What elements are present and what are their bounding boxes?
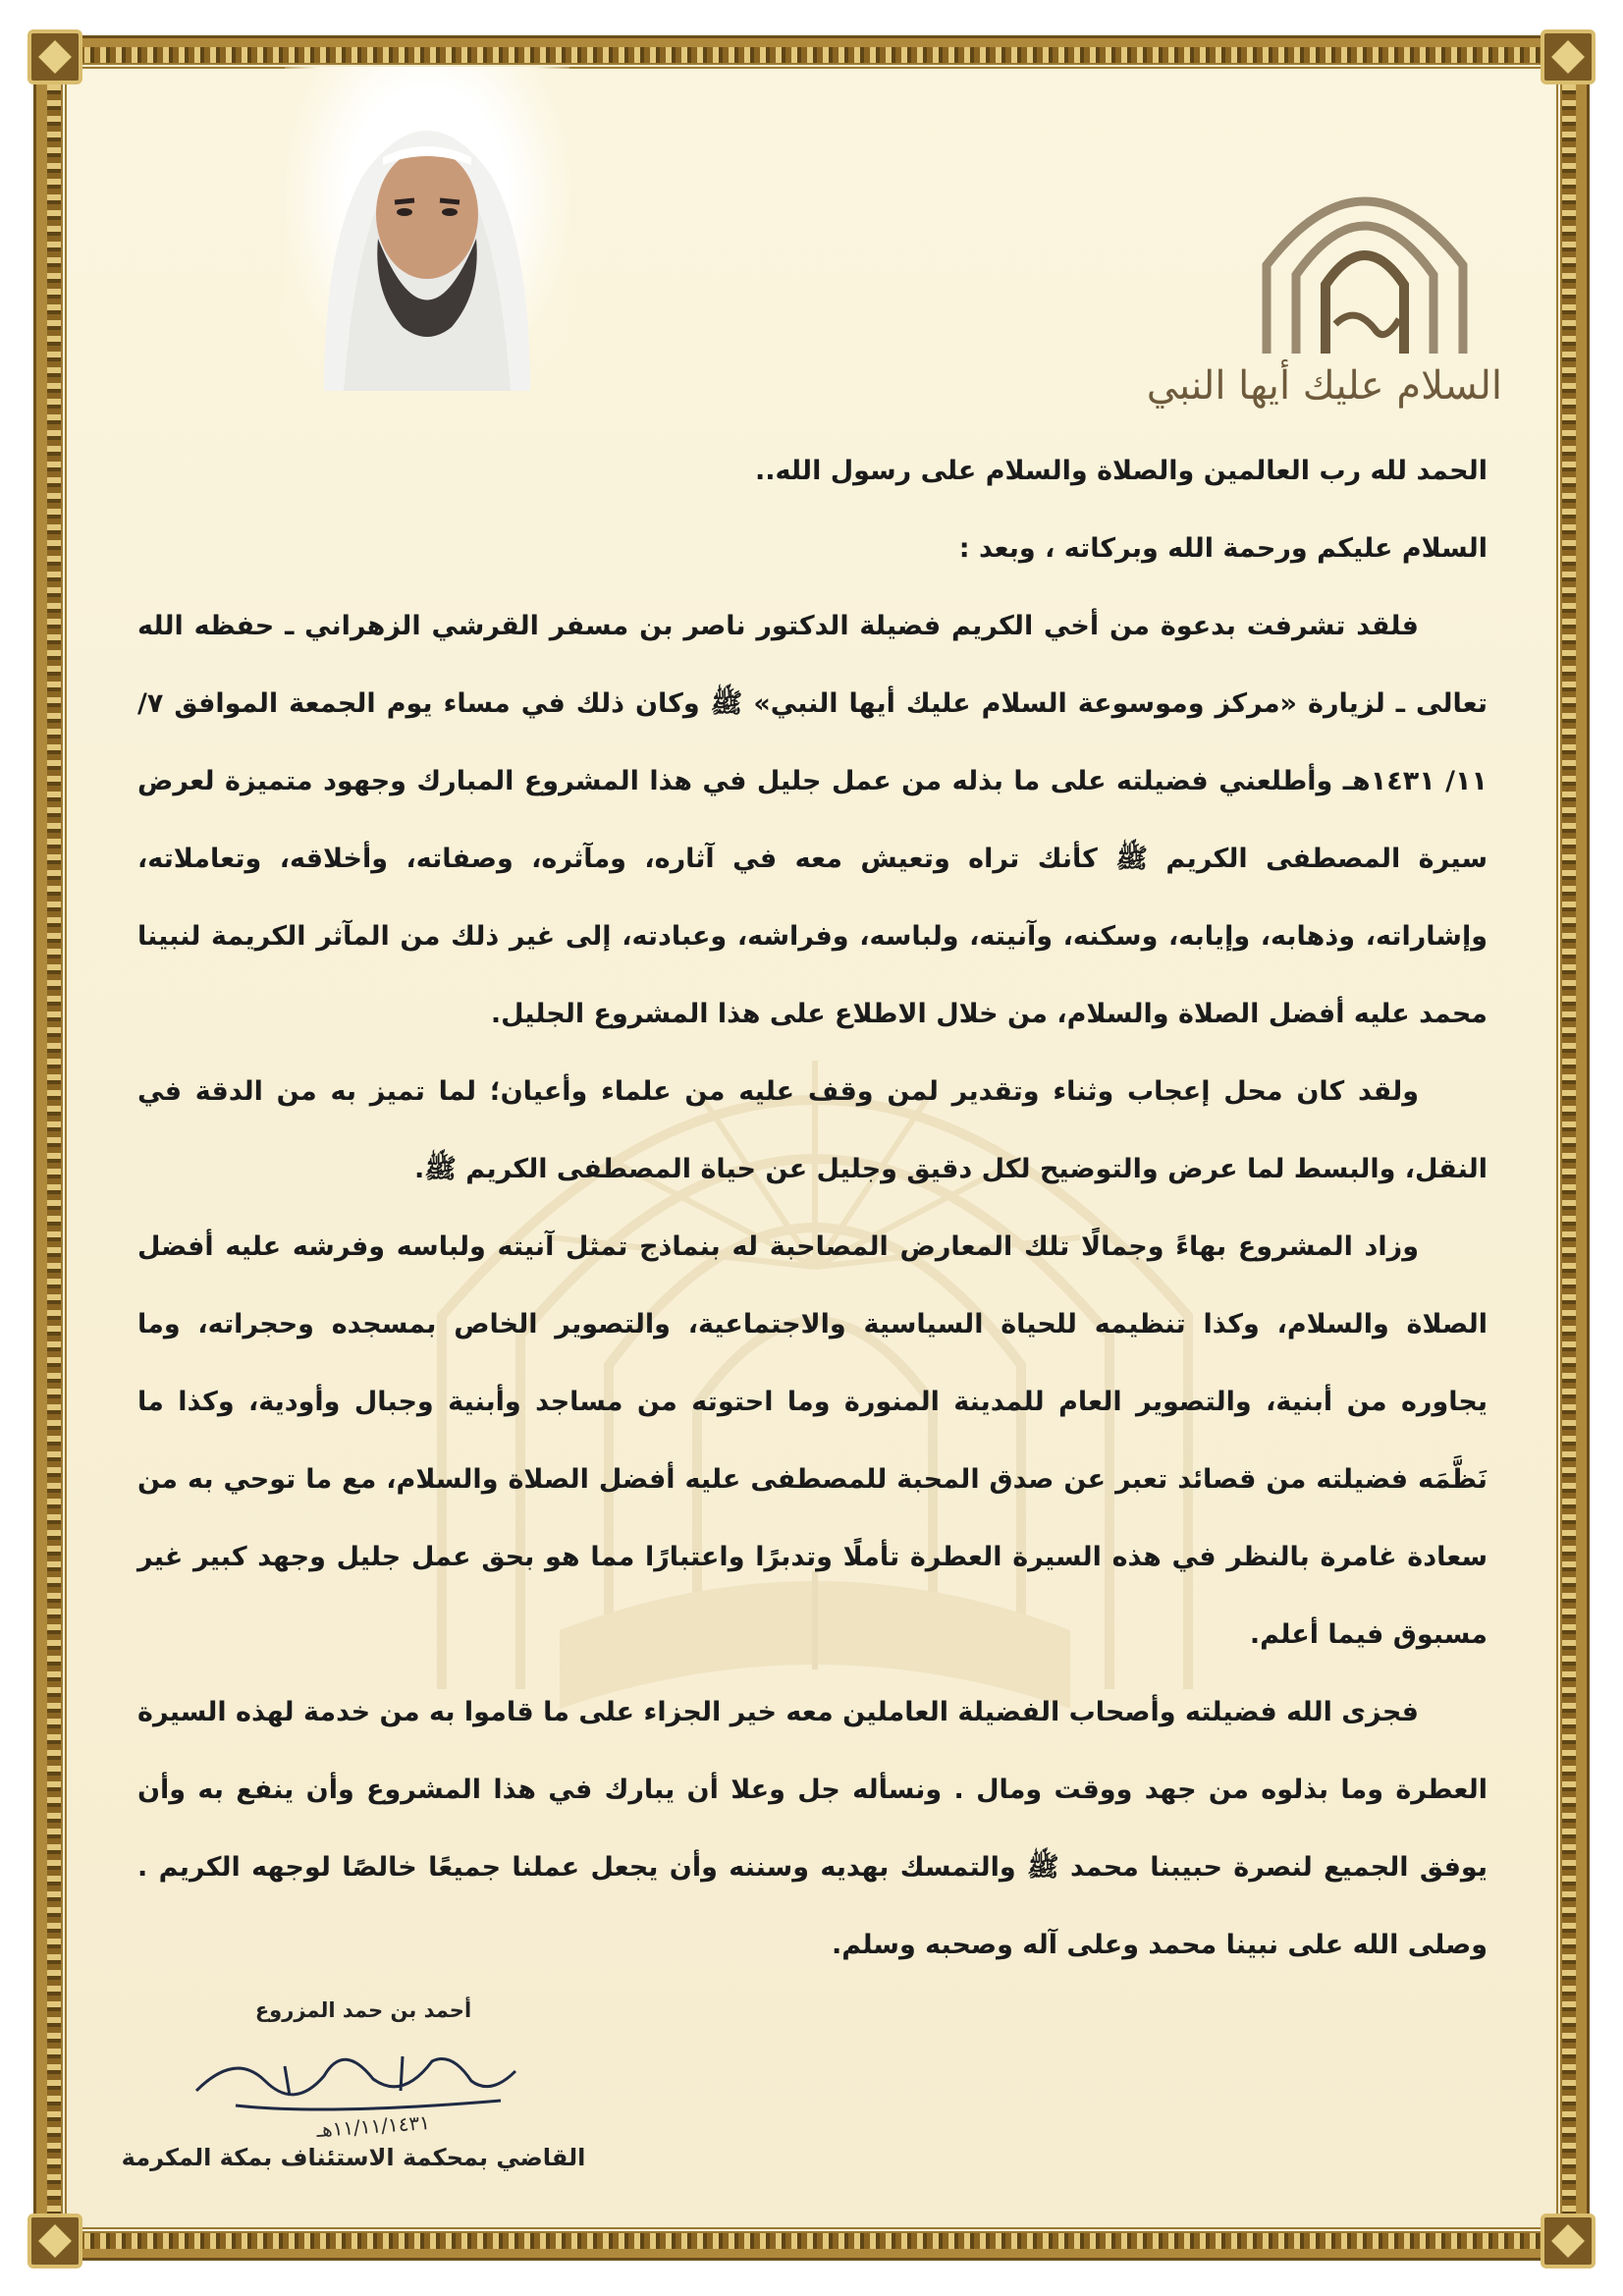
signature-block (98, 1998, 609, 2224)
border-pattern-bottom (47, 2233, 1576, 2249)
corner-ornament-bottom-left (27, 2214, 82, 2269)
person-portrait-icon (285, 67, 569, 391)
border-pattern-right (1560, 47, 1576, 2249)
paragraph-3: وزاد المشروع بهاءً وجمالًا تلك المعارض المصاحبة له بنماذج تمثل آنيته ولباسه وفرشه عليه أفضل الصلاة والسلام، وكذا تنظيمه للحياة السياسية والاجتماعية، والتصوير الخاص بمسجده وحجراته، وما يجاوره من أبنية، والتصوير العام للمدينة المنورة وما احتوته من مساجد وأبنية وجبال وأودية، وكذا ما نَظَّمَه فضيلته من قصائد تعبر عن صدق المحبة للمصطفى عليه أفضل الصلاة والسلام، مع ما توحي به من سعادة غامرة بالنظر في هذه السيرة العطرة تأملًا وتدبرًا واعتبارًا مما هو بحق عمل جليل وجهد كبير غير مسبوق فيما أعلم. (137, 1231, 1488, 1650)
corner-ornament-top-left (27, 29, 82, 84)
signatory-title: القاضي بمحكمة الاستئناف بمكة المكرمة (121, 2144, 586, 2171)
logo-caption: السلام عليك أيها النبي (1146, 363, 1502, 409)
signature-date: ١١/١١/١٤٣١هـ (315, 2109, 431, 2143)
portrait-photo (285, 67, 569, 391)
paragraph-1: فلقد تشرفت بدعوة من أخي الكريم فضيلة الدكتور ناصر بن مسفر القرشي الزهراني ـ حفظه الله تعالى ـ لزيارة «مركز وموسوعة السلام عليك أيها النبي» ﷺ وكان ذلك في مساء يوم الجمعة الموافق ٧/ ١١/ ١٤٣١هـ وأطلعني فضيلته على ما بذله من عمل جليل في هذا المشروع المبارك وجهود متميزة لعرض سيرة المصطفى الكريم ﷺ كأنك تراه وتعيش معه في آثاره، ومآثره، وصفاته، وأخلاقه، وتعاملاته، وإشاراته، وذهابه، وإيابه، وسكنه، وآنيته، ولباسه، وفراشه، وعبادته، إلى غير ذلك من المآثر الكريمة لنبينا محمد عليه أفضل الصلاة والسلام، من خلال الاطلاع على هذا المشروع الجليل. (137, 611, 1488, 1029)
corner-ornament-bottom-right (1541, 2214, 1596, 2269)
border-pattern-top (47, 47, 1576, 63)
paragraph-2: ولقد كان محل إعجاب وثناء وتقدير لمن وقف عليه من علماء وأعيان؛ لما تميز به من الدقة في النقل، والبسط لما عرض والتوضيح لكل دقيق وجليل عن حياة المصطفى الكريم ﷺ. (137, 1076, 1488, 1184)
praise-line: الحمد لله رب العالمين والصلاة والسلام على رسول الله.. (755, 456, 1488, 486)
corner-ornament-top-right (1541, 29, 1596, 84)
signatory-name: أحمد بن حمد المزروع (254, 1998, 472, 2022)
paragraph-4: فجزى الله فضيلته وأصحاب الفضيلة العاملين معه خير الجزاء على ما قاموا به من خدمة لهذه السيرة العطرة وما بذلوه من جهد ووقت ومال . ونسأله جل وعلا أن يبارك في هذا المشروع وأن ينفع به وأن يوفق الجميع لنصرة حبيبنا محمد ﷺ والتمسك بهديه وسننه وأن يجعل عملنا جميعًا خالصًا لوجهه الكريم . وصلى الله على نبينا محمد وعلى آله وصحبه وسلم. (137, 1697, 1488, 1960)
letter-body (137, 432, 1488, 1984)
greeting-line: السلام عليكم ورحمة الله وبركاته ، وبعد : (958, 533, 1488, 564)
